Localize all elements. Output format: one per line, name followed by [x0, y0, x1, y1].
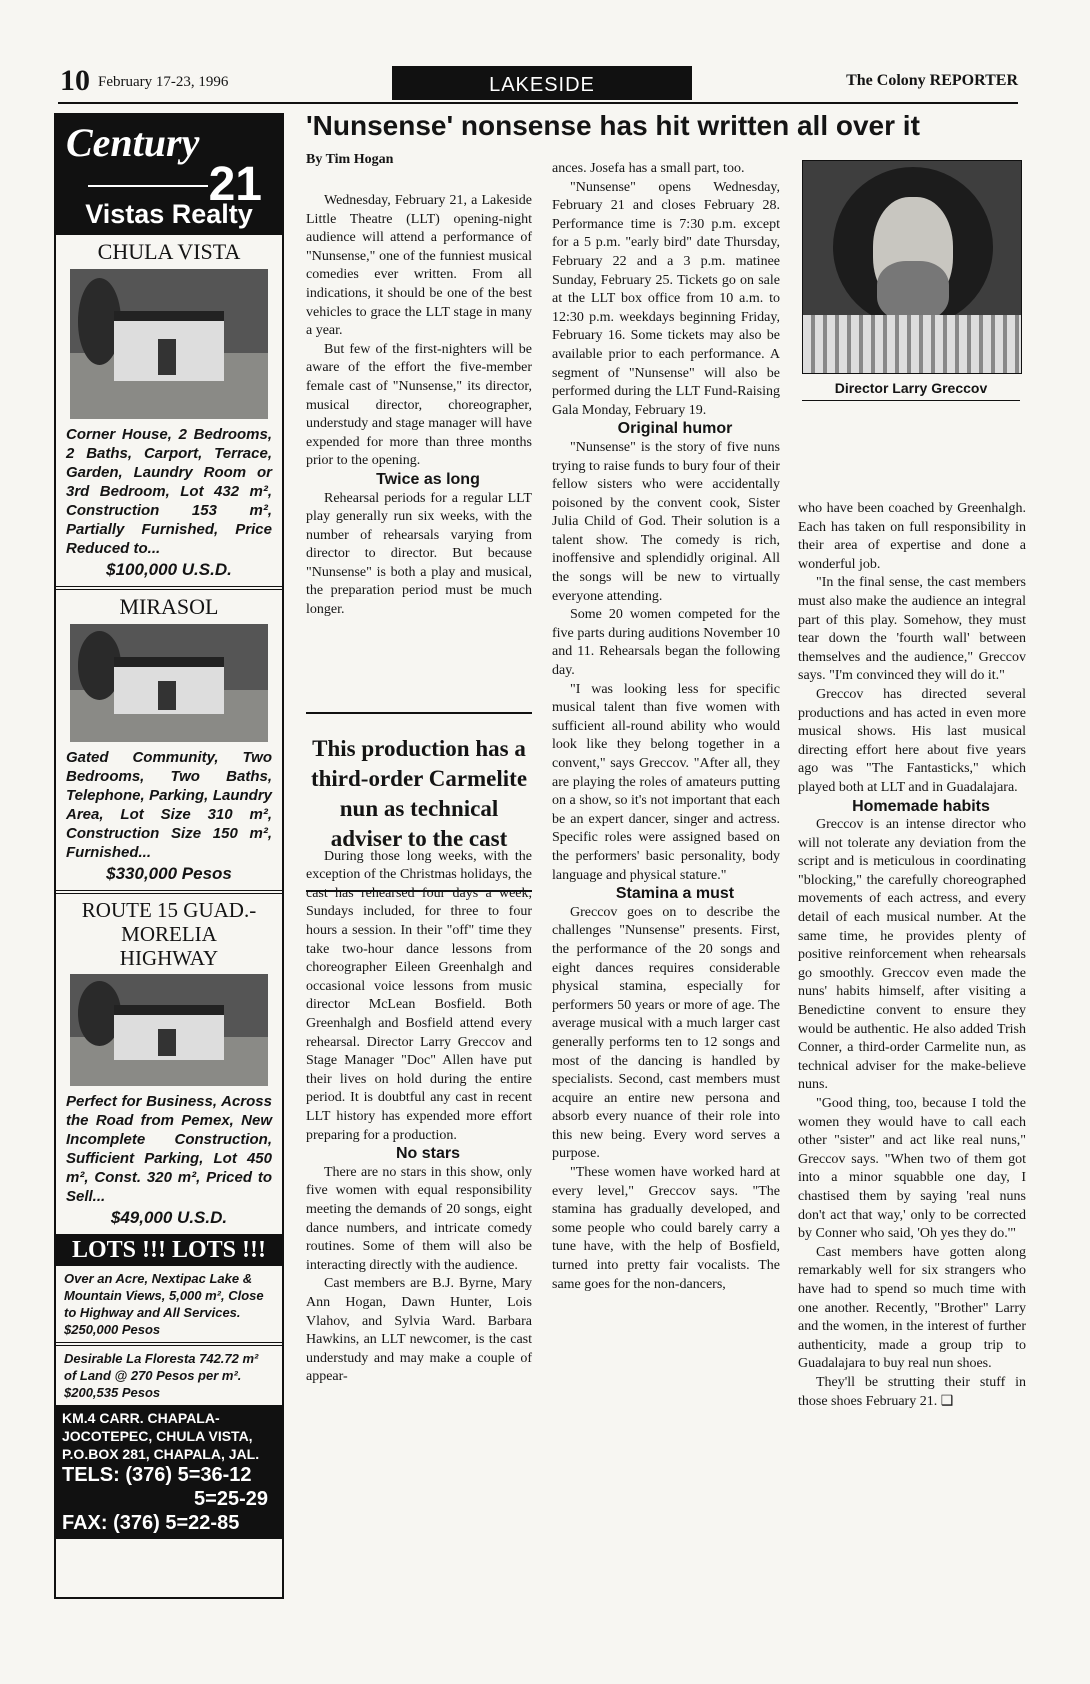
paragraph: Cast members have gotten along remarkably well for six strangers who have had to spend so much time with one another. Recently, "Brother" Larry and the women, in the interest of further authenticity, made a group trip to Guadalajara to buy real nun shoes.	[798, 1244, 1026, 1372]
divider	[56, 1342, 282, 1346]
issue-date: February 17-23, 1996	[98, 74, 229, 90]
shirt-shape	[803, 315, 1021, 373]
listing-title: MIRASOL	[119, 594, 219, 619]
masthead	[58, 62, 1018, 104]
subheading: Original humor	[617, 420, 733, 438]
ad-logo-block	[56, 115, 282, 235]
listing-price: $100,000 U.S.D.	[106, 560, 232, 579]
paragraph: During those long weeks, with the exception of the Christmas holidays, the cast has rehearsed four days a week, Sundays included, for three to four hours a session. In their "off" time they take two-hour dance lessons from choreographer Eileen Greenhalgh and occasional voice lessons from music director McLean Bosfield. Both Greenhalgh and Bosfield attend every rehearsal. Director Larry Greccov and Stage Manager "Doc" Allen have put their lives on hold during the entire period. It is doubtful any cast in recent LLT history has expended more effort preparing for a production.	[306, 848, 532, 1143]
paragraph: Greccov has directed several productions and has acted in even more musical shows. His last musical directing effort here about five years ago was "The Fantasticks," which played both at LLT and in Guadalajara.	[798, 686, 1026, 795]
house-shape	[114, 657, 225, 714]
pull-quote: This production has a third-order Carmelite nun as technical adviser to the cast	[306, 712, 532, 892]
paragraph: "In the final sense, the cast members must also make the audience an integral part of this play. Somehow, they must tear down the 'fourth wall' between themselves and the audience," Greccov says. "I'm convinced they will do it."	[798, 575, 1026, 684]
divider	[56, 890, 282, 894]
paragraph: "These women have worked hard at every level," Greccov says. "The stamina has gradually developed, and some people who could barely carry a tune have, with the help of Bosfield, turned into pretty fair vocalists. The same goes for the non-dancers,	[552, 1165, 780, 1292]
contact-phone-alt: 5=25-29	[194, 1488, 268, 1510]
listing-price: $49,000 U.S.D.	[110, 1208, 228, 1227]
listing-title: ROUTE 15 GUAD.- MORELIA HIGHWAY	[81, 898, 257, 970]
lots-listing: Desirable La Floresta 742.72 m² of Land @ 270 Pesos per m². $200,535 Pesos	[64, 1351, 259, 1400]
divider	[56, 586, 282, 590]
listing-description: Perfect for Business, Across the Road from Pemex, New Incomplete Construction, Sufficient Parking, Lot 450 m², Const. 320 m², Priced to Sell...	[66, 1093, 272, 1205]
listing-title: CHULA VISTA	[97, 239, 241, 264]
subheading: Twice as long	[376, 470, 480, 488]
paragraph: Rehearsal periods for a regular LLT play generally run six weeks, with the number of rehearsals varying from director to director. But because "Nunsense" is both a play and musical, the preparation period must be much longer.	[306, 490, 532, 618]
house-shape	[114, 1005, 225, 1060]
lots-listing: Over an Acre, Nextipac Lake & Mountain Views, 5,000 m², Close to Highway and All Services. $250,000 Pesos	[64, 1271, 264, 1337]
paragraph: Cast members are B.J. Byrne, Mary Ann Hogan, Dawn Hunter, Lois Vlahov, and Sylvia Ward. Barbara Hawkins, an LLT newcomer, is the cast understudy and may make a couple of appear-	[306, 1276, 532, 1385]
paragraph: "Nunsense" is the story of five nuns trying to raise funds to bury four of their fellow sisters who were accidentally poisoned by the convent cook, Sister Julia Child of God. Their solution is a talent show. The comedy is rich, inoffensive and splendidly original. All the songs will be new to virtually everyone attending.	[552, 439, 780, 604]
logo-number: 21	[208, 158, 262, 211]
subheading: Homemade habits	[852, 797, 990, 815]
paragraph: who have been coached by Greenhalgh. Each has taken on full responsibility in their area of expertise and done a wonderful job.	[798, 501, 1026, 572]
article-column-2	[552, 160, 780, 1294]
company-name: Vistas Realty	[85, 199, 253, 229]
house-photo	[70, 974, 268, 1086]
paragraph: Wednesday, February 21, a Lakeside Little Theatre (LLT) opening-night audience will attend a performance of "Nunsense," one of the funniest musical comedies ever written. From all indications, it should be one of the best vehicles to grace the LLT stage in many a year.	[306, 193, 532, 339]
director-photo	[802, 160, 1022, 374]
house-photo	[70, 624, 268, 742]
house-shape	[114, 311, 225, 381]
house-photo	[70, 269, 268, 419]
contact-address: KM.4 CARR. CHAPALA-JOCOTEPEC, CHULA VISTA, P.O.BOX 281, CHAPALA, JAL.	[62, 1410, 260, 1462]
lots-header: LOTS !!! LOTS !!!	[56, 1234, 282, 1266]
subheading: Stamina a must	[615, 885, 735, 903]
paragraph: They'll be strutting their stuff in those shoes February 21. ❑	[798, 1374, 1026, 1409]
listing-price: $330,000 Pesos	[106, 864, 232, 883]
logo-rule	[88, 185, 208, 187]
paragraph: There are no stars in this show, only five women with equal responsibility meeting the demands of 20 songs, eight dance numbers, and intricate comedy routines. Some of them will also be interacting directly with the audience.	[306, 1164, 532, 1273]
article-column-3	[798, 500, 1026, 1411]
contact-block	[56, 1405, 282, 1539]
paragraph: "Good thing, too, because I told the women they would have to call each other "sister" and act like real nuns," Greccov says. "When two of them got into a minor squabble one day, I chastised them by saying 'real nuns don't act that way,' only to be corrected by Conner who said, 'Oh yes they do.'"	[798, 1096, 1026, 1242]
beard-shape	[877, 261, 949, 321]
contact-fax: FAX: (376) 5=22-85	[62, 1512, 240, 1534]
paragraph: ances. Josefa has a small part, too.	[552, 161, 745, 176]
paragraph: Some 20 women competed for the five parts during auditions November 10 and 11. Rehearsals began the following day.	[552, 607, 780, 679]
photo-caption: Director Larry Greccov	[802, 380, 1020, 401]
paragraph: But few of the first-nighters will be aware of the effort the five-member female cast of "Nunsense," its director, musical director, choreographer, understudy and stage manager will have expended for more than three months prior to the opening.	[306, 341, 532, 469]
byline: By Tim Hogan	[306, 152, 394, 167]
article-headline: 'Nunsense' nonsense has hit written all over it	[306, 110, 920, 141]
listing-description: Corner House, 2 Bedrooms, 2 Baths, Carport, Terrace, Garden, Laundry Room or 3rd Bedroom, Lot 432 m², Construction 153 m², Partially Furnished, Price Reduced to...	[66, 426, 272, 557]
paragraph: Greccov is an intense director who will not tolerate any deviation from the script and is meticulous in coordinating "blocking," the carefully choreographed movements of each actress, and every detail of each musical number. At the same time, he provides plenty of positive reinforcement when rehearsals go smoothly. Greccov even made the nuns' habits himself, after visiting a Benedictine convent to ensure they would be authentic. He also added Trish Conner, a third-order Carmelite nun, as technical adviser for the make-believe nuns.	[798, 817, 1026, 1093]
real-estate-ad	[54, 113, 284, 1599]
section-label: LAKESIDE	[392, 66, 692, 100]
subheading: No stars	[395, 1145, 461, 1163]
listing-description: Gated Community, Two Bedrooms, Two Baths, Telephone, Parking, Laundry Area, Lot Size 310 m², Construction Size 150 m², Furnished...	[66, 749, 272, 861]
paragraph: "I was looking less for specific musical talent than five women with sufficient all-round ability who would look like they belong together in a convent," says Greccov. "After all, they are playing the roles of amateurs putting on a show, so it's not important that each be an expert dancer, singer and actress. Specific roles were assigned based on the performers' basic personality, body language and physical stature."	[552, 681, 780, 883]
page-number: 10	[60, 64, 90, 97]
paragraph: Greccov goes on to describe the challenges "Nunsense" presents. First, the performance of the 20 songs and eight dances requires considerable physical stamina, especially for performers 50 years or more of age. The average musical with a much larger cast generally performs ten to 12 songs and most of the dancing is handled by specialists. Second, cast members must acquire an entire new persona and absorb every nuance of their role into this new being. Every word serves a purpose.	[552, 904, 780, 1162]
contact-phone: TELS: (376) 5=36-12	[62, 1464, 252, 1486]
century-21-logo: Century	[66, 120, 200, 165]
publication-name: The Colony REPORTER	[846, 72, 1018, 89]
paragraph: "Nunsense" opens Wednesday, February 21 and closes February 28. Performance time is 7:30 p.m. except for a 5 p.m. "early bird" date Thursday, February 22 and a 3 p.m. matinee Sunday, February 25. Tickets go on sale at the LLT box office from 10 a.m. to 12:30 p.m. weekdays beginning Friday, February 16. Some tickets may also be available prior to each performance. A segment of "Nunsense" will also be performed during the LLT Fund-Raising Gala Monday, February 19.	[552, 179, 780, 418]
